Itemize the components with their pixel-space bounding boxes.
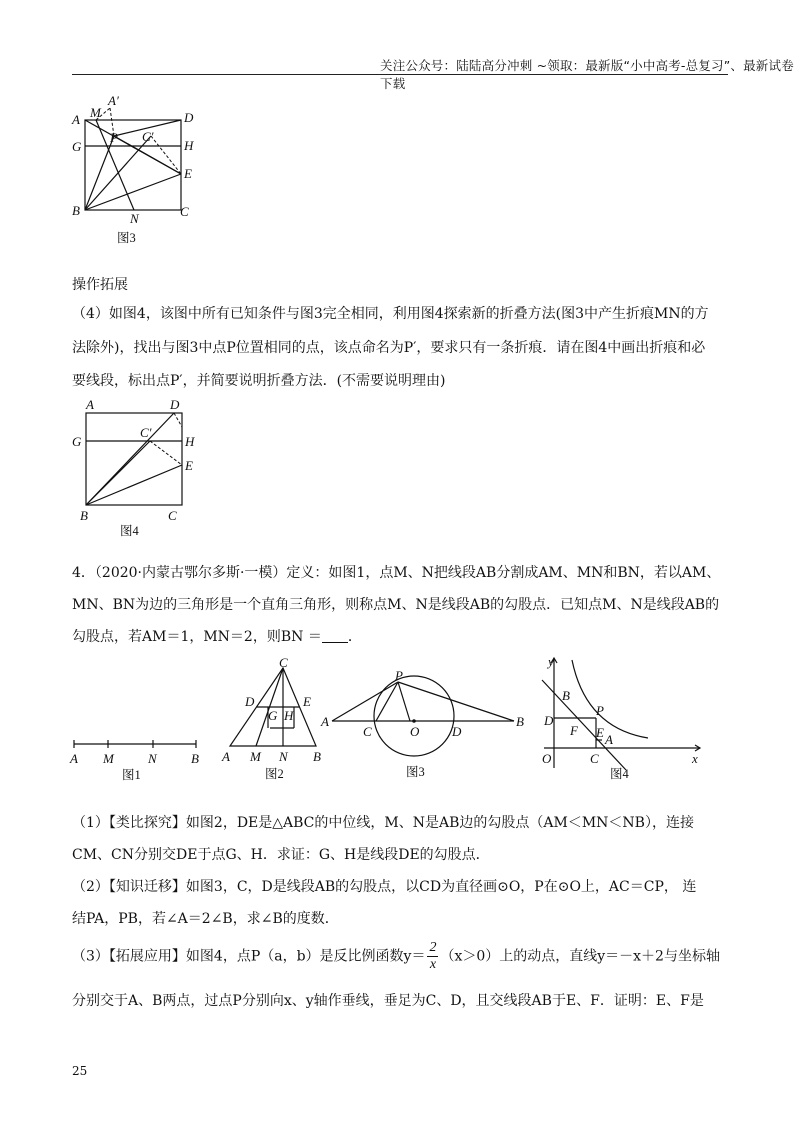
label-c: C [279, 655, 288, 670]
label-p: P [596, 703, 604, 718]
segment-be [85, 174, 181, 210]
q4-line-3: 要线段，标出点P′，并简要说明折叠方法．(不需要说明理由) [72, 373, 446, 389]
label-d: D [170, 397, 180, 412]
fraction-denominator: x [429, 957, 437, 972]
label-d: D [544, 713, 554, 728]
segment-bp [85, 136, 114, 210]
label-d: D [245, 694, 255, 709]
problem4-line-1: 4．（2020·内蒙古鄂尔多斯·一模）定义：如图1，点M、N把线段AB分割成AM、MN和BN，若以AM、 [72, 565, 721, 581]
label-b: B [80, 508, 88, 523]
figure-3-circle [318, 668, 528, 782]
label-m: M [90, 105, 101, 120]
label-f: F [570, 723, 578, 738]
segment-po [398, 682, 410, 721]
fraction-2-over-x [427, 940, 438, 973]
figure-3-folding [60, 90, 220, 250]
label-h: H [284, 708, 294, 723]
page-header: 关注公众号：陆陆高分冲刺 ~领取：最新版“小中高考-总复习”、最新试卷下载 [380, 58, 794, 91]
header-rule [72, 74, 728, 75]
caption-fig2: 图2 [265, 767, 284, 781]
label-e: E [184, 166, 192, 181]
label-n: N [279, 749, 288, 764]
caption-fig4: 图4 [120, 524, 139, 538]
square-abcd [85, 120, 181, 210]
label-n: N [130, 211, 139, 226]
page-number: 25 [72, 1064, 88, 1078]
answer-blank[interactable] [322, 628, 348, 643]
segment-bc-prime [86, 441, 150, 505]
label-x: x [692, 751, 698, 766]
label-a: A [321, 714, 329, 729]
subq3-line-1 [72, 940, 732, 973]
label-e: E [185, 458, 193, 473]
label-e: E [596, 725, 604, 740]
segment-ae [85, 120, 181, 174]
label-c-prime: C′ [142, 129, 154, 144]
segment-pb [398, 682, 514, 721]
label-a: A [222, 749, 230, 764]
heading-operation-extension: 操作拓展 [72, 277, 128, 293]
label-c: C [590, 751, 599, 766]
problem4-line-3 [72, 622, 732, 652]
label-d: D [452, 724, 462, 739]
label-c: C [168, 508, 177, 523]
subq3-line-2: 分别交于A、B两点，过点P分别向x、y轴作垂线，垂足为C、D，且交线段AB于E、F．证明：E、F是 [72, 993, 704, 1009]
label-m: M [103, 751, 114, 766]
label-g: G [268, 708, 278, 723]
figure-4-coordinate [530, 650, 740, 782]
caption-fig4-coordinate: 图4 [610, 767, 629, 781]
label-m: M [250, 749, 261, 764]
label-y: y [548, 654, 554, 669]
label-c-prime: C′ [140, 425, 152, 440]
dashed-d [174, 413, 182, 427]
caption-fig3: 图3 [117, 231, 136, 245]
q4-line-1: （4）如图4，该图中所有已知条件与图3完全相同，利用图4探索新的折叠方法(图3中产生折痕MN的方 [72, 306, 709, 322]
dashed-ce [150, 441, 182, 465]
label-p: P [110, 130, 118, 145]
caption-fig1: 图1 [122, 768, 141, 782]
subq1-line-2: CM、CN分别交DE于点G、H．求证：G、H是线段DE的勾股点． [72, 847, 490, 863]
label-a: A [70, 751, 78, 766]
subq3-text-pre: （3）【拓展应用】如图4，点P（a，b）是反比例函数y＝ [72, 948, 426, 965]
label-b: B [562, 688, 570, 703]
label-c: C [363, 724, 372, 739]
caption-fig3-circle: 图3 [406, 765, 425, 779]
label-a: A [605, 732, 613, 747]
q4-line-2: 法除外)，找出与图3中点P位置相同的点，该点命名为P′，要求只有一条折痕．请在图4中画出折痕和必 [72, 340, 706, 356]
hyperbola [572, 660, 648, 738]
label-p: P [395, 668, 403, 683]
label-b: B [313, 749, 321, 764]
dashed-ce [151, 136, 181, 174]
subq2-line-1: （2）【知识迁移】如图3，C，D是线段AB的勾股点，以CD为直径画⊙O，P在⊙O上，AC＝CP， 连 [72, 879, 697, 895]
label-o: O [410, 724, 420, 739]
label-d: D [184, 110, 194, 125]
subq2-line-2: 结PA，PB，若∠A＝2∠B，求∠B的度数． [72, 911, 339, 927]
subq1-line-1: （1）【类比探究】如图2，DE是△ABC的中位线，M、N是AB边的勾股点（AM＜MN＜NB），连接 [72, 815, 694, 831]
label-b: B [516, 714, 524, 729]
problem4-line-3-text: 勾股点，若AM＝1，MN＝2，则BN ＝ [72, 629, 322, 645]
label-e: E [303, 694, 311, 709]
figure-2-triangle [218, 655, 328, 782]
label-g: G [72, 139, 82, 154]
label-o: O [542, 751, 552, 766]
label-b: B [191, 751, 199, 766]
label-h: H [185, 434, 195, 449]
label-a-prime: A′ [108, 93, 119, 108]
label-a: A [86, 397, 94, 412]
fraction-numerator: 2 [429, 940, 437, 955]
segment-be [86, 465, 182, 505]
subq3-text-post: （x＞0）上的动点，直线y＝－x＋2与坐标轴 [440, 948, 720, 965]
figure-1-segment [66, 730, 206, 782]
label-b: B [72, 203, 80, 218]
center-dot [412, 719, 416, 723]
label-n: N [148, 751, 157, 766]
label-h: H [184, 138, 194, 153]
problem4-line-2: MN、BN为边的三角形是一个直角三角形，则称点M、N是线段AB的勾股点．已知点M、N是线段AB的 [72, 597, 720, 613]
label-a: A [72, 112, 80, 127]
segment-pa [332, 682, 398, 721]
figure-4-folding [68, 395, 208, 545]
problem4-line-3-end: ． [347, 629, 362, 645]
label-g: G [72, 434, 82, 449]
label-c: C [180, 204, 189, 219]
